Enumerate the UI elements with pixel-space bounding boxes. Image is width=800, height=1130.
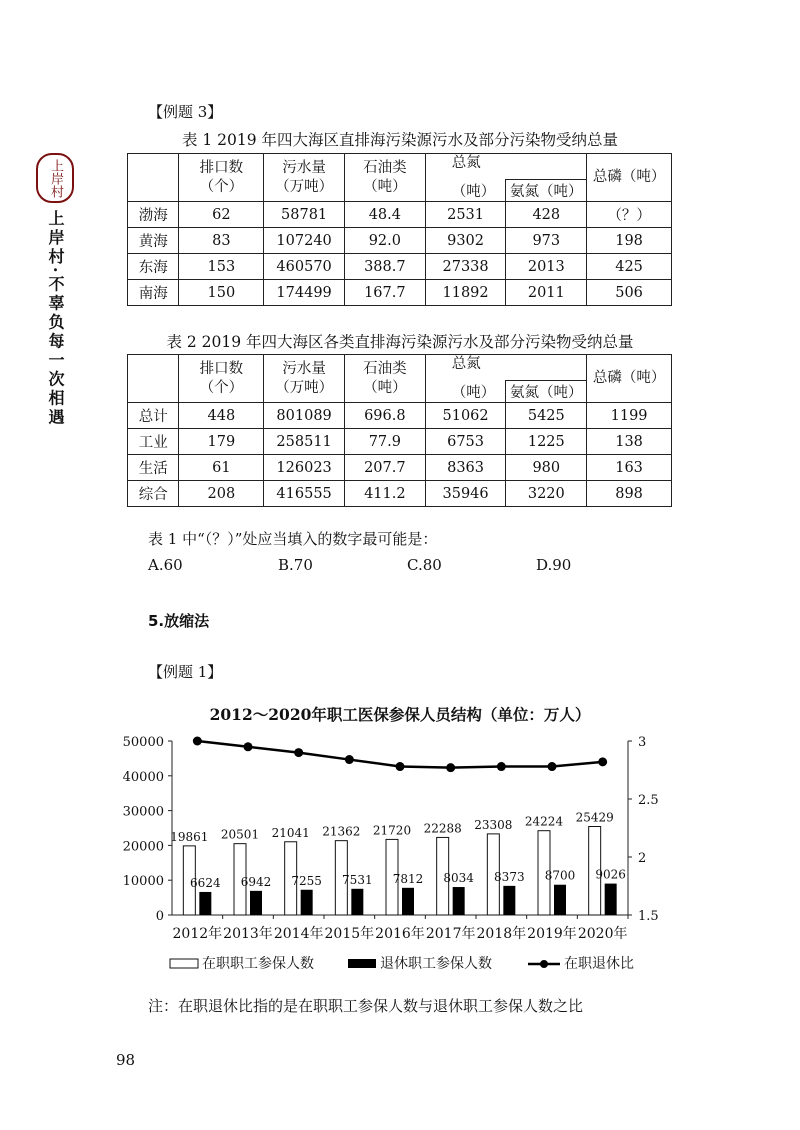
- chart-title: 2012～2020年职工医保参保人员结构（单位：万人）: [209, 705, 591, 724]
- row-label: 南海: [128, 280, 179, 306]
- bar-label-active: 25429: [575, 810, 614, 825]
- bar-label-active: 20501: [220, 827, 260, 842]
- table-cell: 179: [179, 429, 264, 455]
- table-cell: 898: [587, 481, 672, 507]
- column-header: 石油类 （吨）: [344, 154, 425, 202]
- table-cell: 11892: [425, 280, 506, 306]
- legend-swatch-active: [170, 959, 198, 968]
- table-row: [128, 455, 672, 481]
- bar-label-retired: 9026: [595, 867, 626, 882]
- ratio-point: [193, 737, 202, 746]
- brand-slogan: 上岸村·不辜负每一次相遇: [46, 210, 65, 428]
- table1-caption: 表 1 2019 年四大海区直排海污染源污水及部分污染物受纳总量: [181, 131, 619, 149]
- x-tick-label: 2016年: [375, 926, 425, 942]
- table-cell: 2011: [506, 280, 587, 306]
- row-label: 渤海: [128, 202, 179, 228]
- ratio-point: [244, 742, 253, 751]
- table-cell: 83: [179, 228, 264, 254]
- table-cell: 411.2: [344, 481, 425, 507]
- left-tick-label: 0: [155, 909, 164, 924]
- bar-label-active: 23308: [474, 817, 513, 832]
- table-cell: 6753: [425, 429, 506, 455]
- table-row: [128, 202, 672, 228]
- bar-label-active: 21362: [322, 824, 361, 839]
- table-cell: 58781: [264, 202, 345, 228]
- table-cell: 388.7: [344, 254, 425, 280]
- option-b: B.70: [278, 556, 313, 574]
- x-tick-label: 2020年: [577, 926, 628, 942]
- section-title: 5.放缩法: [148, 612, 210, 630]
- table2: [127, 354, 672, 507]
- table-cell: 2531: [425, 202, 506, 228]
- ratio-point: [345, 755, 354, 764]
- row-label: 工业: [128, 429, 179, 455]
- table-cell: 198: [587, 228, 672, 254]
- option-a: A.60: [148, 556, 183, 574]
- table-cell: 428: [506, 202, 587, 228]
- column-header: 总磷（吨）: [587, 355, 672, 403]
- table-cell: 1199: [587, 403, 672, 429]
- column-header-total-nitrogen: 总氮: [425, 154, 586, 180]
- table-cell: 48.4: [344, 202, 425, 228]
- x-tick-label: 2014年: [273, 926, 324, 942]
- table-cell: 696.8: [344, 403, 425, 429]
- table-cell: 208: [179, 481, 264, 507]
- right-tick-label: 2.5: [638, 793, 659, 808]
- left-tick-label: 20000: [122, 839, 164, 855]
- bar-retired-employees: [605, 884, 617, 915]
- column-header: 排口数 （个）: [179, 154, 264, 202]
- left-tick-label: 10000: [122, 874, 164, 890]
- left-tick-label: 30000: [122, 804, 164, 820]
- chart-note: 注：在职退休比指的是在职职工参保人数与退休职工参保人数之比: [148, 997, 584, 1015]
- row-label: 黄海: [128, 228, 179, 254]
- ratio-point: [598, 757, 607, 766]
- header-corner: [128, 355, 179, 403]
- example-label-2: 【例题 1】: [148, 663, 223, 681]
- header-corner: [128, 154, 179, 202]
- table-row: [128, 403, 672, 429]
- table-cell: 62: [179, 202, 264, 228]
- left-tick-label: 40000: [122, 769, 164, 785]
- ratio-point: [396, 762, 405, 771]
- right-tick-label: 2: [638, 851, 647, 866]
- table-cell: 51062: [425, 403, 506, 429]
- legend-label-retired: 退休职工参保人数: [380, 956, 492, 972]
- brand-seal-logo: 上岸村: [36, 153, 74, 203]
- table2-caption: 表 2 2019 年四大海区各类直排海污染源污水及部分污染物受纳总量: [166, 333, 634, 351]
- table-cell: 9302: [425, 228, 506, 254]
- bar-label-active: 19861: [170, 829, 209, 844]
- page-number: 98: [116, 1051, 136, 1069]
- table-cell: （？）: [587, 202, 672, 228]
- table-cell: 3220: [506, 481, 587, 507]
- column-header-ammonia: 氨氮（吨）: [506, 381, 587, 403]
- table-cell: 77.9: [344, 429, 425, 455]
- bar-label-active: 21720: [372, 823, 412, 838]
- column-header: 排口数 （个）: [179, 355, 264, 403]
- table-cell: 126023: [264, 455, 345, 481]
- column-header: 总磷（吨）: [587, 154, 672, 202]
- option-d: D.90: [536, 556, 572, 574]
- table-row: [128, 280, 672, 306]
- legend-swatch-retired: [348, 959, 376, 968]
- x-tick-label: 2017年: [425, 926, 476, 942]
- column-header-unit: （吨）: [425, 180, 506, 202]
- ratio-point: [446, 763, 455, 772]
- row-label: 生活: [128, 455, 179, 481]
- column-header-unit: （吨）: [425, 381, 506, 403]
- table-cell: 61: [179, 455, 264, 481]
- bar-retired-employees: [351, 889, 363, 915]
- column-header: 石油类 （吨）: [344, 355, 425, 403]
- table-cell: 506: [587, 280, 672, 306]
- legend-swatch-ratio-point: [540, 960, 548, 968]
- table-cell: 2013: [506, 254, 587, 280]
- row-label: 总计: [128, 403, 179, 429]
- table-cell: 35946: [425, 481, 506, 507]
- table-cell: 174499: [264, 280, 345, 306]
- bar-retired-employees: [402, 888, 414, 915]
- table-cell: 138: [587, 429, 672, 455]
- table-cell: 973: [506, 228, 587, 254]
- left-tick-label: 50000: [122, 735, 164, 750]
- bar-label-retired: 7812: [392, 871, 424, 886]
- table-cell: 92.0: [344, 228, 425, 254]
- table-cell: 980: [506, 455, 587, 481]
- ratio-point: [497, 762, 506, 771]
- bar-retired-employees: [554, 885, 566, 915]
- bar-label-retired: 7531: [342, 872, 373, 887]
- right-tick-label: 3: [638, 735, 647, 750]
- chart: [110, 725, 690, 987]
- right-tick-label: 1.5: [638, 909, 659, 924]
- table-row: [128, 481, 672, 507]
- table-row: [128, 254, 672, 280]
- table-cell: 460570: [264, 254, 345, 280]
- row-label: 东海: [128, 254, 179, 280]
- x-tick-label: 2019年: [527, 926, 577, 942]
- bar-label-retired: 7255: [291, 873, 322, 888]
- option-c: C.80: [407, 556, 442, 574]
- ratio-point: [294, 748, 303, 757]
- x-tick-label: 2018年: [476, 926, 527, 942]
- bar-label-retired: 8034: [443, 871, 474, 886]
- table-cell: 5425: [506, 403, 587, 429]
- column-header-total-nitrogen: 总氮: [425, 355, 586, 381]
- table-cell: 8363: [425, 455, 506, 481]
- table-cell: 425: [587, 254, 672, 280]
- table-cell: 1225: [506, 429, 587, 455]
- table-cell: 150: [179, 280, 264, 306]
- bar-retired-employees: [199, 892, 211, 915]
- table-cell: 27338: [425, 254, 506, 280]
- table-row: [128, 228, 672, 254]
- table-cell: 163: [587, 455, 672, 481]
- column-header: 污水量 （万吨）: [264, 154, 345, 202]
- bar-retired-employees: [453, 887, 465, 915]
- column-header-ammonia: 氨氮（吨）: [506, 180, 587, 202]
- table-cell: 258511: [264, 429, 345, 455]
- column-header: 污水量 （万吨）: [264, 355, 345, 403]
- table-cell: 448: [179, 403, 264, 429]
- example-label: 【例题 3】: [148, 103, 223, 121]
- table1: [127, 153, 672, 306]
- bar-label-retired: 8373: [494, 869, 525, 884]
- bar-label-active: 22288: [423, 821, 462, 836]
- table-cell: 107240: [264, 228, 345, 254]
- bar-label-active: 24224: [524, 814, 564, 829]
- bar-label-retired: 6942: [240, 874, 272, 889]
- legend-label-active: 在职职工参保人数: [202, 956, 314, 972]
- ratio-point: [548, 762, 557, 771]
- bar-label-retired: 8700: [544, 868, 576, 883]
- legend-label-ratio: 在职退休比: [564, 956, 634, 972]
- table-cell: 801089: [264, 403, 345, 429]
- x-tick-label: 2012年: [172, 926, 223, 942]
- bar-label-retired: 6624: [190, 875, 221, 890]
- bar-retired-employees: [301, 890, 313, 915]
- x-tick-label: 2013年: [223, 926, 273, 942]
- question-text: 表 1 中“（？）”处应当填入的数字最可能是：: [148, 530, 438, 548]
- bar-label-active: 21041: [271, 825, 310, 840]
- table-cell: 416555: [264, 481, 345, 507]
- row-label: 综合: [128, 481, 179, 507]
- table-cell: 207.7: [344, 455, 425, 481]
- bar-retired-employees: [503, 886, 515, 915]
- table-cell: 153: [179, 254, 264, 280]
- table-cell: 167.7: [344, 280, 425, 306]
- bar-retired-employees: [250, 891, 262, 915]
- table-row: [128, 429, 672, 455]
- x-tick-label: 2015年: [324, 926, 375, 942]
